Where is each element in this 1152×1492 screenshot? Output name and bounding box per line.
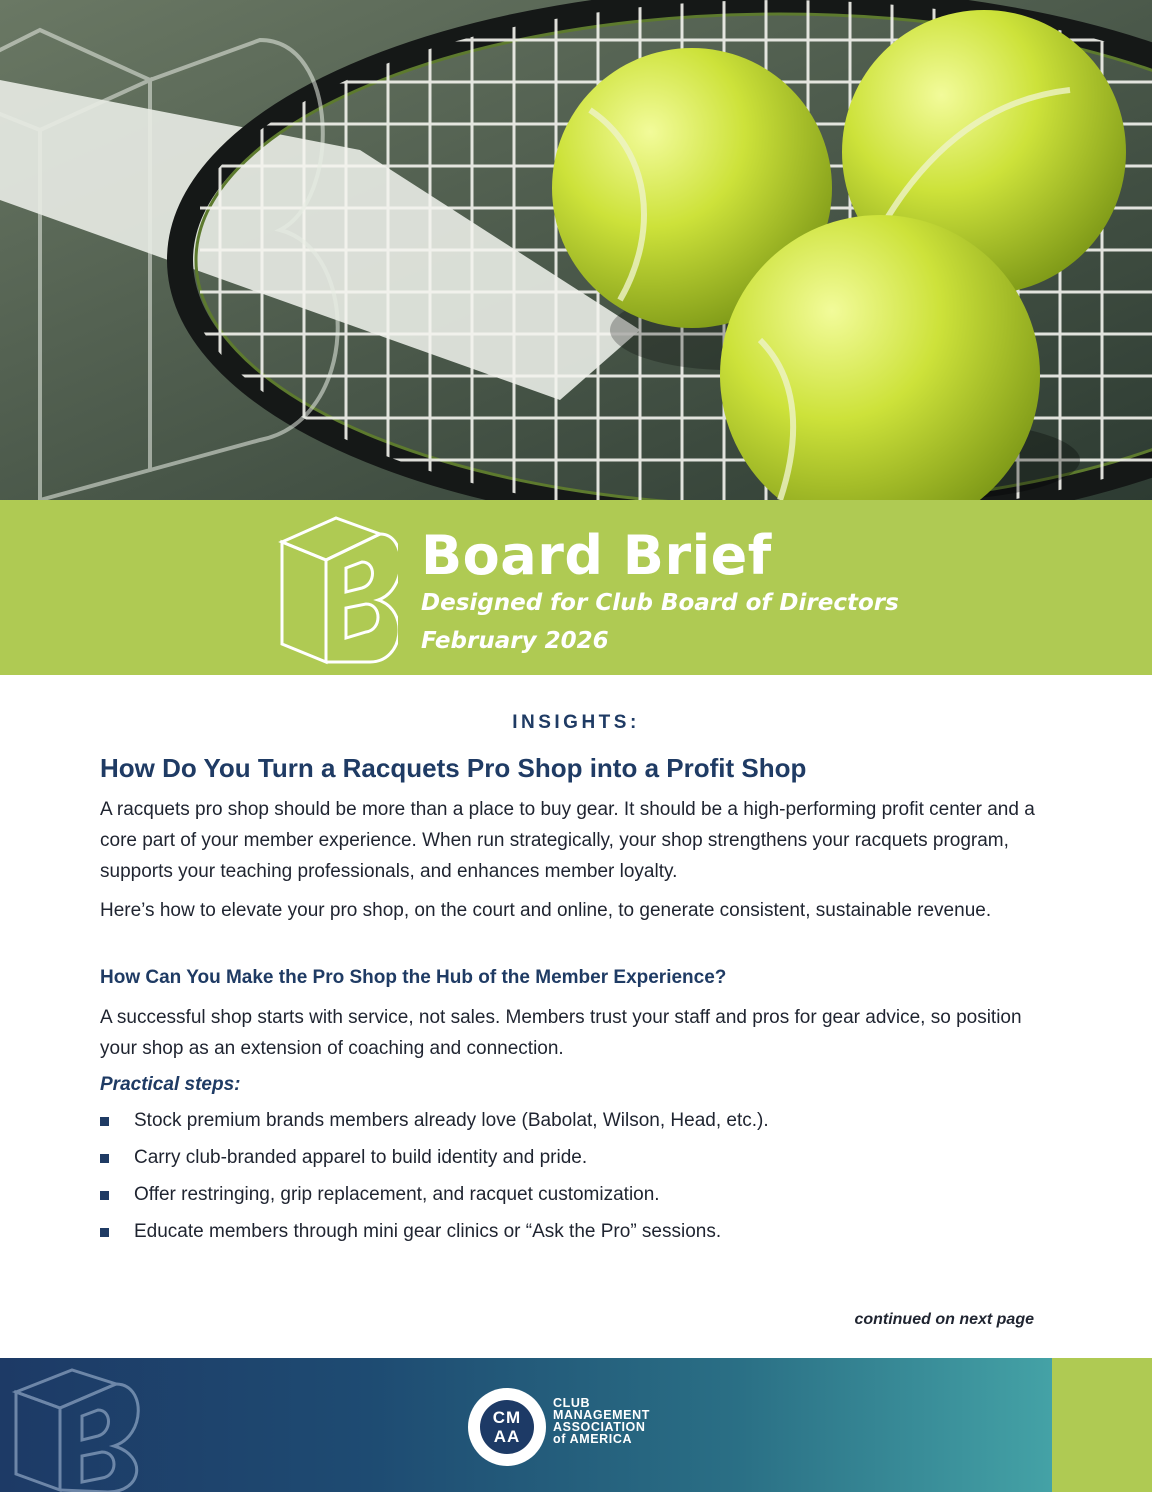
org-line: ASSOCIATION [553,1420,646,1434]
bullet-square-icon [100,1228,109,1237]
intro-paragraph: A racquets pro shop should be more than a place to buy gear. It should be a high-performing profit center and a core part of your member experience. When run strategically, your shop strengthens your racquets program, supports your teaching professionals, and enhances member loyalty. [100,799,1035,882]
bullet-square-icon [100,1154,109,1163]
board-brief-b-logo [278,512,398,667]
list-item-text: Educate members through mini gear clinics or “Ask the Pro” sessions. [134,1221,722,1242]
article [100,750,1060,1250]
org-line: MANAGEMENT [553,1408,650,1422]
brief-date: February 2026 [421,628,609,654]
bullet-square-icon [100,1191,109,1200]
seal-text-top: CM [492,1408,522,1427]
list-item-text: Carry club-branded apparel to build identity and pride. [134,1147,588,1168]
cmaa-seal-logo [468,1388,546,1466]
intro-paragraph: Here’s how to elevate your pro shop, on the court and online, to generate consistent, sustainable revenue. [100,900,992,921]
list-item-text: Stock premium brands members already love (Babolat, Wilson, Head, etc.). [134,1110,769,1131]
footer-accent [1052,1358,1152,1492]
sub-paragraph: A successful shop starts with service, not sales. Members trust your staff and pros for gear advice, so position your shop as an extension of coaching and connection. [100,1007,1022,1059]
footer-b-watermark-icon [10,1362,160,1492]
list-item [100,1213,1060,1250]
list-item [100,1102,1060,1139]
brief-title: Board Brief [421,524,772,587]
steps-list [100,1102,1060,1250]
continued-note: continued on next page [854,1311,1034,1328]
hero-illustration [0,0,1152,500]
hero-image-tennis-balls [0,0,1152,500]
seal-text-bottom: AA [493,1427,521,1446]
org-line: of AMERICA [553,1432,633,1446]
list-item-text: Offer restringing, grip replacement, and racquet customization. [134,1184,660,1205]
list-item [100,1139,1060,1176]
org-line: CLUB [553,1396,591,1410]
steps-label: Practical steps: [100,1074,241,1095]
article-title: How Do You Turn a Racquets Pro Shop into a Profit Shop [100,753,807,783]
brief-subtitle: Designed for Club Board of Directors [421,590,899,616]
subheading: How Can You Make the Pro Shop the Hub of the Member Experience? [100,967,727,988]
bullet-square-icon [100,1117,109,1126]
org-name [553,1397,650,1445]
section-label: INSIGHTS: [512,712,640,733]
list-item [100,1176,1060,1213]
